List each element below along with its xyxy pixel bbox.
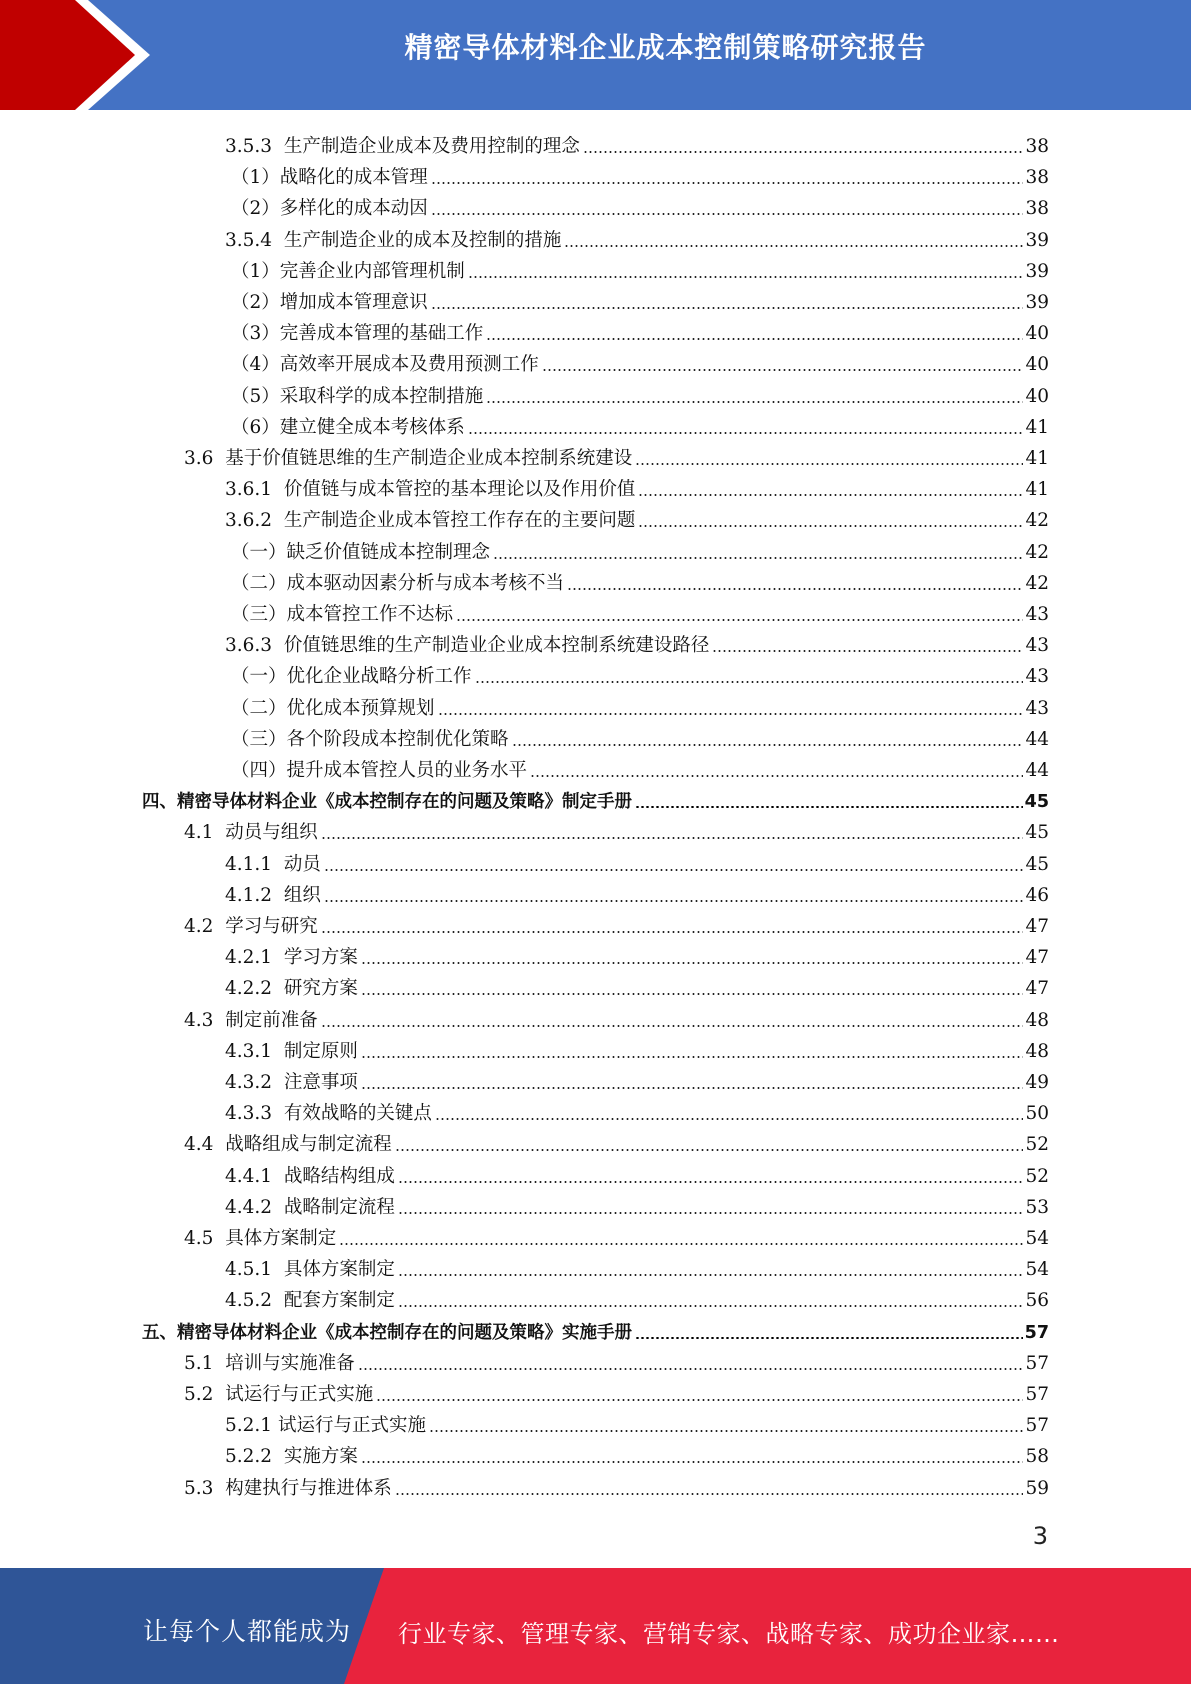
toc-entry-title: 价值链思维的生产制造业企业成本控制系统建设路径 [283, 635, 710, 657]
toc-entry-title: 动员与组织 [225, 822, 318, 844]
toc-entry-title: 优化企业战略分析工作 [286, 666, 472, 688]
toc-entry-page: 42 [1025, 510, 1049, 532]
toc-dot-leader [398, 1181, 1024, 1183]
toc-dot-leader [435, 1118, 1024, 1120]
toc-dot-leader [438, 713, 1024, 715]
toc-entry-title: 缺乏价值链成本控制理念 [286, 541, 491, 563]
toc-entry-page: 57 [1025, 1352, 1049, 1374]
toc-entry-page: 43 [1025, 666, 1049, 688]
toc-entry-number: （1） [231, 167, 280, 189]
toc-dot-leader [321, 837, 1024, 839]
toc-entry-number: 四、 [142, 792, 177, 813]
toc-dot-leader [361, 993, 1024, 995]
toc-entry[interactable] [184, 813, 1049, 844]
toc-entry-page: 41 [1025, 448, 1049, 469]
toc-entry-title: 战略结构组成 [283, 1165, 395, 1187]
toc-entry-number: 4.4 [184, 1134, 226, 1156]
toc-entry-page: 40 [1025, 323, 1049, 345]
toc-entry-page: 53 [1025, 1196, 1049, 1218]
toc-entry-title: 培训与实施准备 [225, 1352, 355, 1374]
toc-entry[interactable] [225, 1094, 1049, 1125]
toc-entry-title: 制定原则 [283, 1040, 358, 1062]
toc-dot-leader [475, 681, 1024, 683]
toc-entry-title: 采取科学的成本控制措施 [279, 385, 484, 407]
toc-entry[interactable] [184, 1469, 1049, 1500]
toc-dot-leader [324, 900, 1024, 902]
page-footer [0, 1568, 1191, 1684]
toc-entry[interactable] [225, 1157, 1049, 1188]
toc-entry-page: 39 [1025, 292, 1049, 313]
toc-entry-number: （三） [231, 728, 287, 750]
toc-entry[interactable] [231, 720, 1049, 751]
toc-entry-title: 配套方案制定 [283, 1290, 395, 1312]
toc-dot-leader [398, 1305, 1024, 1307]
toc-entry-page: 47 [1025, 947, 1049, 969]
toc-entry[interactable] [225, 127, 1049, 158]
toc-dot-leader [339, 1243, 1023, 1245]
toc-entry-page: 43 [1025, 697, 1049, 719]
toc-entry-number: 3.6.2 [225, 510, 284, 532]
toc-entry-number: 4.3 [184, 1009, 226, 1031]
toc-entry-page: 45 [1024, 792, 1049, 813]
toc-entry-title: 精密导体材料企业《成本控制存在的问题及策略》实施手册 [177, 1322, 632, 1343]
toc-entry-title: 制定前准备 [225, 1009, 318, 1031]
toc-entry-page: 57 [1025, 1384, 1049, 1405]
toc-entry-page: 47 [1025, 916, 1049, 937]
toc-entry-title: 有效战略的关键点 [283, 1103, 432, 1125]
toc-entry-number: 4.5 [184, 1228, 226, 1249]
toc-entry[interactable] [184, 1219, 1049, 1250]
toc-dot-leader [358, 1368, 1024, 1370]
toc-entry-number: （四） [231, 760, 287, 781]
toc-entry-number: （1） [231, 260, 280, 282]
toc-entry[interactable] [225, 501, 1049, 532]
toc-entry-title: 试运行与正式实施 [277, 1415, 426, 1437]
toc-entry-title: 注意事项 [283, 1072, 358, 1093]
toc-entry-title: 动员 [283, 853, 321, 875]
toc-dot-leader [542, 369, 1024, 371]
toc-dot-leader [712, 650, 1023, 652]
toc-entry-title: 构建执行与推进体系 [225, 1477, 392, 1499]
toc-entry-title: 组织 [283, 884, 321, 906]
toc-entry-number: 5.2 [184, 1384, 226, 1405]
page-header [0, 0, 1191, 110]
toc-entry-title: 生产制造企业成本及费用控制的理念 [283, 136, 580, 157]
toc-dot-leader [395, 1149, 1024, 1151]
toc-entry-page: 42 [1025, 572, 1049, 594]
toc-entry[interactable] [231, 345, 1049, 376]
toc-entry[interactable] [225, 626, 1049, 657]
toc-entry[interactable] [184, 907, 1049, 938]
toc-entry-number: （二） [231, 572, 287, 594]
document-title: 精密导体材料企业成本控制策略研究报告 [404, 31, 927, 64]
toc-entry-title: 价值链与成本管控的基本理论以及作用价值 [283, 479, 636, 501]
toc-entry-number: 4.1 [184, 822, 226, 844]
toc-entry-title: 战略制定流程 [283, 1196, 395, 1218]
toc-dot-leader [530, 775, 1023, 777]
toc-entry[interactable] [231, 564, 1049, 595]
toc-entry-page: 39 [1025, 229, 1049, 251]
toc-entry-page: 57 [1024, 1322, 1049, 1343]
toc-entry[interactable] [225, 969, 1049, 1000]
toc-entry-page: 48 [1025, 1009, 1049, 1031]
toc-entry[interactable] [225, 1437, 1049, 1468]
toc-entry-title: 研究方案 [283, 978, 358, 1000]
toc-entry[interactable] [231, 377, 1049, 408]
toc-dot-leader [431, 213, 1024, 215]
toc-entry[interactable] [231, 751, 1049, 782]
toc-entry-page: 40 [1025, 385, 1049, 407]
toc-entry-title: 学习方案 [283, 947, 358, 969]
toc-dot-leader [635, 463, 1023, 465]
toc-entry-page: 52 [1025, 1165, 1049, 1187]
toc-entry-page: 47 [1025, 978, 1049, 1000]
toc-dot-leader [635, 1337, 1023, 1339]
toc-entry[interactable] [231, 314, 1049, 345]
toc-entry[interactable] [225, 470, 1049, 501]
toc-entry-number: 5.2.2 [225, 1446, 284, 1468]
toc-dot-leader [456, 619, 1023, 621]
toc-entry[interactable] [225, 845, 1049, 876]
toc-dot-leader [493, 557, 1023, 559]
toc-entry-number: 4.3.2 [225, 1072, 284, 1093]
toc-entry-title: 成本驱动因素分析与成本考核不当 [286, 572, 565, 594]
toc-entry-number: （2） [231, 198, 280, 220]
toc-entry[interactable] [225, 876, 1049, 907]
toc-entry[interactable] [225, 1281, 1049, 1312]
toc-entry-title: 基于价值链思维的生产制造企业成本控制系统建设 [225, 448, 633, 469]
toc-entry-title: 建立健全成本考核体系 [279, 416, 465, 438]
toc-entry[interactable] [231, 408, 1049, 439]
toc-dot-leader [361, 1087, 1024, 1089]
toc-entry[interactable] [225, 1406, 1049, 1437]
toc-entry-page: 58 [1025, 1446, 1049, 1468]
toc-entry-page: 54 [1025, 1228, 1049, 1249]
toc-entry-title: 学习与研究 [225, 916, 318, 937]
toc-entry-title: 实施方案 [283, 1446, 358, 1468]
toc-dot-leader [468, 432, 1024, 434]
toc-entry[interactable] [231, 283, 1049, 314]
toc-entry-number: （3） [231, 323, 280, 345]
toc-dot-leader [361, 962, 1024, 964]
toc-dot-leader [324, 869, 1024, 871]
toc-dot-leader [635, 806, 1023, 808]
toc-entry-page: 38 [1025, 136, 1049, 157]
toc-dot-leader [376, 1399, 1023, 1401]
toc-entry-number: 五、 [142, 1322, 177, 1343]
toc-entry-page: 41 [1025, 416, 1049, 438]
toc-entry-number: 4.3.1 [225, 1040, 284, 1062]
toc-entry[interactable] [184, 439, 1049, 470]
toc-entry-page: 59 [1025, 1477, 1049, 1499]
toc-entry-page: 39 [1025, 260, 1049, 282]
toc-chapter-entry[interactable] [142, 782, 1049, 813]
toc-entry[interactable] [231, 533, 1049, 564]
toc-entry-title: 提升成本管控人员的业务水平 [286, 760, 528, 781]
toc-entry-page: 57 [1025, 1415, 1049, 1437]
toc-entry-number: （2） [231, 292, 280, 313]
toc-entry-title: 多样化的成本动因 [279, 198, 428, 220]
toc-entry[interactable] [184, 1375, 1049, 1406]
toc-entry[interactable] [184, 1001, 1049, 1032]
toc-entry-title: 战略组成与制定流程 [225, 1134, 392, 1156]
toc-entry-title: 具体方案制定 [225, 1228, 337, 1249]
toc-entry-title: 生产制造企业的成本及控制的措施 [283, 229, 562, 251]
toc-entry-title: 增加成本管理意识 [279, 292, 428, 313]
toc-entry-title: 各个阶段成本控制优化策略 [286, 728, 509, 750]
toc-entry[interactable] [225, 1032, 1049, 1063]
toc-entry-number: 4.5.2 [225, 1290, 284, 1312]
toc-entry-title: 试运行与正式实施 [225, 1384, 374, 1405]
toc-entry[interactable] [225, 938, 1049, 969]
toc-entry-number: 3.5.3 [225, 136, 284, 157]
toc-entry-number: （4） [231, 354, 280, 376]
toc-entry[interactable] [231, 689, 1049, 720]
toc-entry-number: 3.6 [184, 448, 226, 469]
toc-entry-number: （一） [231, 666, 287, 688]
toc-entry-page: 38 [1025, 167, 1049, 189]
toc-entry-title: 优化成本预算规划 [286, 697, 435, 719]
toc-entry-number: （5） [231, 385, 280, 407]
toc-entry-page: 43 [1025, 604, 1049, 625]
toc-entry-number: 4.2 [184, 916, 226, 937]
toc-entry[interactable] [225, 221, 1049, 252]
toc-entry-page: 52 [1025, 1134, 1049, 1156]
toc-entry-page: 45 [1025, 853, 1049, 875]
toc-entry-number: 4.1.1 [225, 853, 284, 875]
toc-entry-number: 4.4.1 [225, 1165, 284, 1187]
toc-entry-number: 4.1.2 [225, 884, 284, 906]
toc-entry-page: 43 [1025, 635, 1049, 657]
toc-dot-leader [486, 401, 1023, 403]
toc-entry-title: 完善企业内部管理机制 [279, 260, 465, 282]
toc-entry-number: （6） [231, 416, 280, 438]
toc-dot-leader [431, 182, 1024, 184]
toc-entry-title: 完善成本管理的基础工作 [279, 323, 484, 345]
toc-dot-leader [361, 1056, 1024, 1058]
toc-dot-leader [321, 1025, 1024, 1027]
toc-entry-number: 5.2.1 [225, 1415, 278, 1437]
toc-entry-number: 3.6.3 [225, 635, 284, 657]
toc-dot-leader [361, 1461, 1024, 1463]
toc-dot-leader [567, 588, 1023, 590]
toc-entry[interactable] [231, 158, 1049, 189]
toc-dot-leader [638, 494, 1023, 496]
toc-dot-leader [638, 525, 1023, 527]
toc-entry-page: 44 [1025, 760, 1049, 781]
toc-entry[interactable] [184, 1125, 1049, 1156]
toc-dot-leader [429, 1430, 1023, 1432]
toc-entry-title: 具体方案制定 [283, 1259, 395, 1281]
toc-entry-number: （一） [231, 541, 287, 563]
toc-dot-leader [468, 276, 1024, 278]
toc-entry-number: 5.1 [184, 1352, 226, 1374]
toc-entry-page: 42 [1025, 541, 1049, 563]
toc-entry-title: 战略化的成本管理 [279, 167, 428, 189]
toc-entry-page: 40 [1025, 354, 1049, 376]
toc-entry-number: 4.2.1 [225, 947, 284, 969]
footer-slogan: 让每个人都能成为 [143, 1617, 352, 1646]
toc-dot-leader [583, 151, 1024, 153]
toc-dot-leader [431, 307, 1024, 309]
toc-dot-leader [512, 744, 1024, 746]
toc-dot-leader [395, 1493, 1024, 1495]
toc-entry-page: 49 [1025, 1072, 1049, 1093]
toc-entry-number: 3.5.4 [225, 229, 284, 251]
toc-entry[interactable] [231, 595, 1049, 626]
toc-dot-leader [398, 1274, 1024, 1276]
toc-entry[interactable] [231, 657, 1049, 688]
toc-chapter-entry[interactable] [142, 1313, 1049, 1344]
toc-entry-number: 4.3.3 [225, 1103, 284, 1125]
toc-entry-page: 44 [1025, 728, 1049, 750]
toc-entry[interactable] [225, 1063, 1049, 1094]
toc-dot-leader [398, 1212, 1024, 1214]
toc-entry[interactable] [231, 189, 1049, 220]
toc-entry[interactable] [225, 1188, 1049, 1219]
toc-entry-number: （三） [231, 604, 287, 625]
toc-entry-number: 4.4.2 [225, 1196, 284, 1218]
toc-entry-page: 48 [1025, 1040, 1049, 1062]
header-arrow-decoration [0, 0, 160, 110]
toc-entry-number: 4.2.2 [225, 978, 284, 1000]
toc-entry-page: 50 [1025, 1103, 1049, 1125]
toc-entry-page: 46 [1025, 884, 1049, 906]
toc-entry[interactable] [231, 252, 1049, 283]
toc-entry-page: 45 [1025, 822, 1049, 844]
toc-entry-title: 成本管控工作不达标 [286, 604, 454, 625]
toc-entry-page: 41 [1025, 479, 1049, 501]
toc-entry-number: 5.3 [184, 1477, 226, 1499]
toc-entry-number: 3.6.1 [225, 479, 284, 501]
toc-dot-leader [564, 245, 1023, 247]
toc-entry-page: 54 [1025, 1259, 1049, 1281]
toc-entry[interactable] [184, 1344, 1049, 1375]
toc-entry-title: 高效率开展成本及费用预测工作 [279, 354, 539, 376]
toc-entry-number: （二） [231, 697, 287, 719]
toc-entry-number: 4.5.1 [225, 1259, 284, 1281]
toc-entry-title: 精密导体材料企业《成本控制存在的问题及策略》制定手册 [177, 792, 632, 813]
footer-expert-list: 行业专家、管理专家、营销专家、战略专家、成功企业家…… [398, 1620, 1060, 1648]
toc-entry-page: 56 [1025, 1290, 1049, 1312]
toc-entry-page: 38 [1025, 198, 1049, 220]
page-number: 3 [1032, 1522, 1048, 1550]
toc-entry-title: 生产制造企业成本管控工作存在的主要问题 [283, 510, 636, 532]
toc-dot-leader [321, 931, 1024, 933]
toc-entry[interactable] [225, 1250, 1049, 1281]
toc-dot-leader [486, 338, 1023, 340]
